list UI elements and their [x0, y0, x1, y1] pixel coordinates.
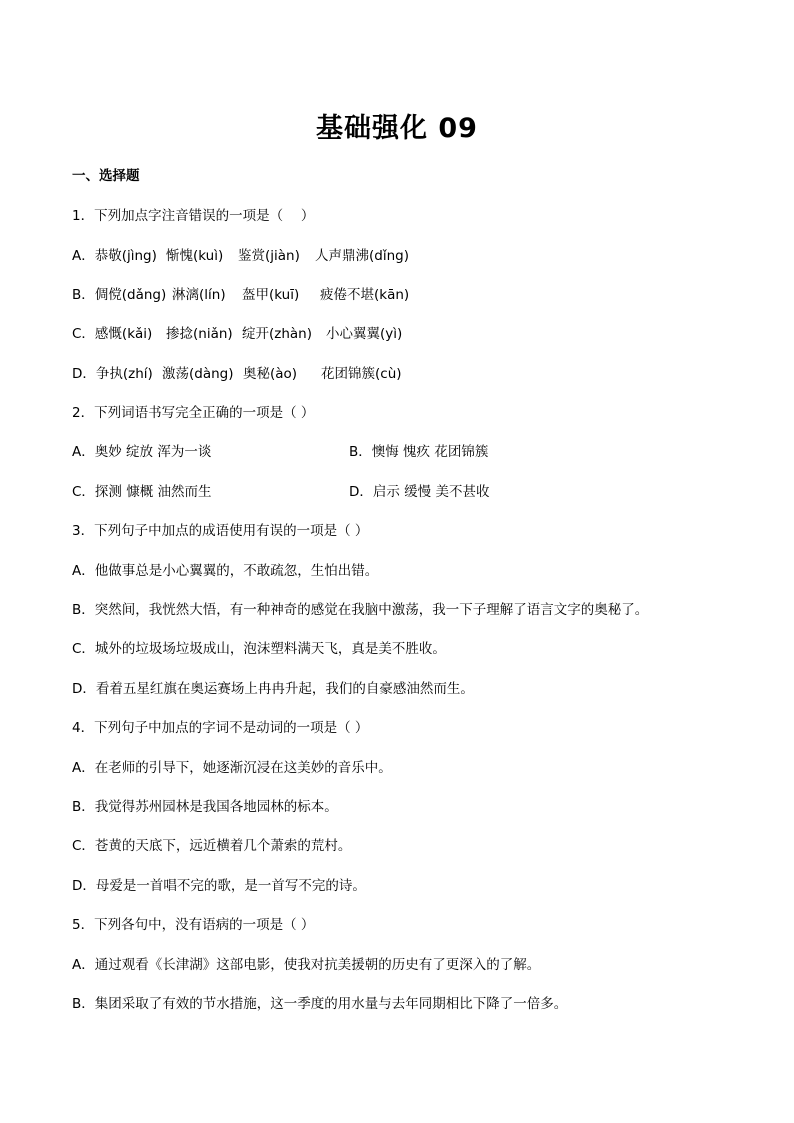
q4-stem: 4．下列句子中加点的字词不是动词的一项是（ ） [72, 720, 369, 736]
q1-option-d [72, 364, 402, 384]
q5-option-b: B．集团采取了有效的节水措施，这一季度的用水量与去年同期相比下降了一倍多。 [72, 996, 568, 1012]
q2-option-c: C．探测 慷概 油然而生 [72, 484, 212, 500]
q1-option-c [72, 324, 402, 344]
q4-option-c: C．苍黄的天底下，远近横着几个萧索的荒村。 [72, 838, 352, 854]
q1-d-2: 激荡(dàng) [162, 366, 234, 382]
q1-b-2: 淋漓(lín) [172, 287, 226, 303]
q1-c-4: 小心翼翼(yì) [326, 326, 403, 342]
q2-option-a: A．奥妙 绽放 浑为一谈 [72, 444, 212, 460]
q3-option-b: B．突然间，我恍然大悟，有一种神奇的感觉在我脑中激荡，我一下子理解了语言文字的奥秘了。 [72, 602, 649, 618]
q1-b-3: 盔甲(kuī) [242, 287, 300, 303]
q5-stem: 5．下列各句中，没有语病的一项是（ ） [72, 917, 315, 933]
q1-d-4: 花团锦簇(cù) [321, 366, 402, 382]
q1-c-2: 掺捻(niǎn) [166, 326, 233, 342]
q1-a-4: 人声鼎沸(dǐng) [315, 248, 409, 264]
q1-c-3: 绽开(zhàn) [242, 326, 313, 342]
q1-a-1: A．恭敬(jìng) [72, 248, 157, 264]
q2-option-d: D．启示 缓慢 美不甚收 [349, 484, 490, 500]
q1-a-3: 鉴赏(jiàn) [238, 248, 300, 264]
q2-option-b: B．懊悔 愧疚 花团锦簇 [349, 444, 489, 460]
q1-b-4: 疲倦不堪(kān) [320, 287, 410, 303]
q2-stem: 2．下列词语书写完全正确的一项是（ ） [72, 405, 315, 421]
q4-option-a: A．在老师的引导下，她逐渐沉浸在这美妙的音乐中。 [72, 760, 392, 776]
q5-option-a: A．通过观看《长津湖》这部电影，使我对抗美援朝的历史有了更深入的了解。 [72, 957, 541, 973]
section-heading: 一、选择题 [72, 168, 140, 184]
q1-option-b [72, 285, 409, 305]
q3-option-c: C．城外的垃圾场垃圾成山，泡沫塑料满天飞，真是美不胜收。 [72, 641, 446, 657]
q1-b-1: B．倜傥(dǎng) [72, 287, 167, 303]
q3-option-d: D．看着五星红旗在奥运赛场上冉冉升起，我们的自豪感油然而生。 [72, 681, 474, 697]
q1-stem: 1．下列加点字注音错误的一项是（ ） [72, 208, 315, 224]
q1-a-2: 惭愧(kuì) [166, 248, 224, 264]
q1-option-a [72, 246, 409, 266]
q3-option-a: A．他做事总是小心翼翼的，不敢疏忽，生怕出错。 [72, 563, 379, 579]
q3-stem: 3．下列句子中加点的成语使用有误的一项是（ ） [72, 523, 369, 539]
q4-option-b: B．我觉得苏州园林是我国各地园林的标本。 [72, 799, 338, 815]
q4-option-d: D．母爱是一首唱不完的歌，是一首写不完的诗。 [72, 878, 366, 894]
q1-d-1: D．争执(zhí) [72, 366, 153, 382]
q1-c-1: C．感慨(kǎi) [72, 326, 153, 342]
page-title: 基础强化 09 [316, 113, 478, 144]
q1-d-3: 奥秘(ào) [243, 366, 298, 382]
